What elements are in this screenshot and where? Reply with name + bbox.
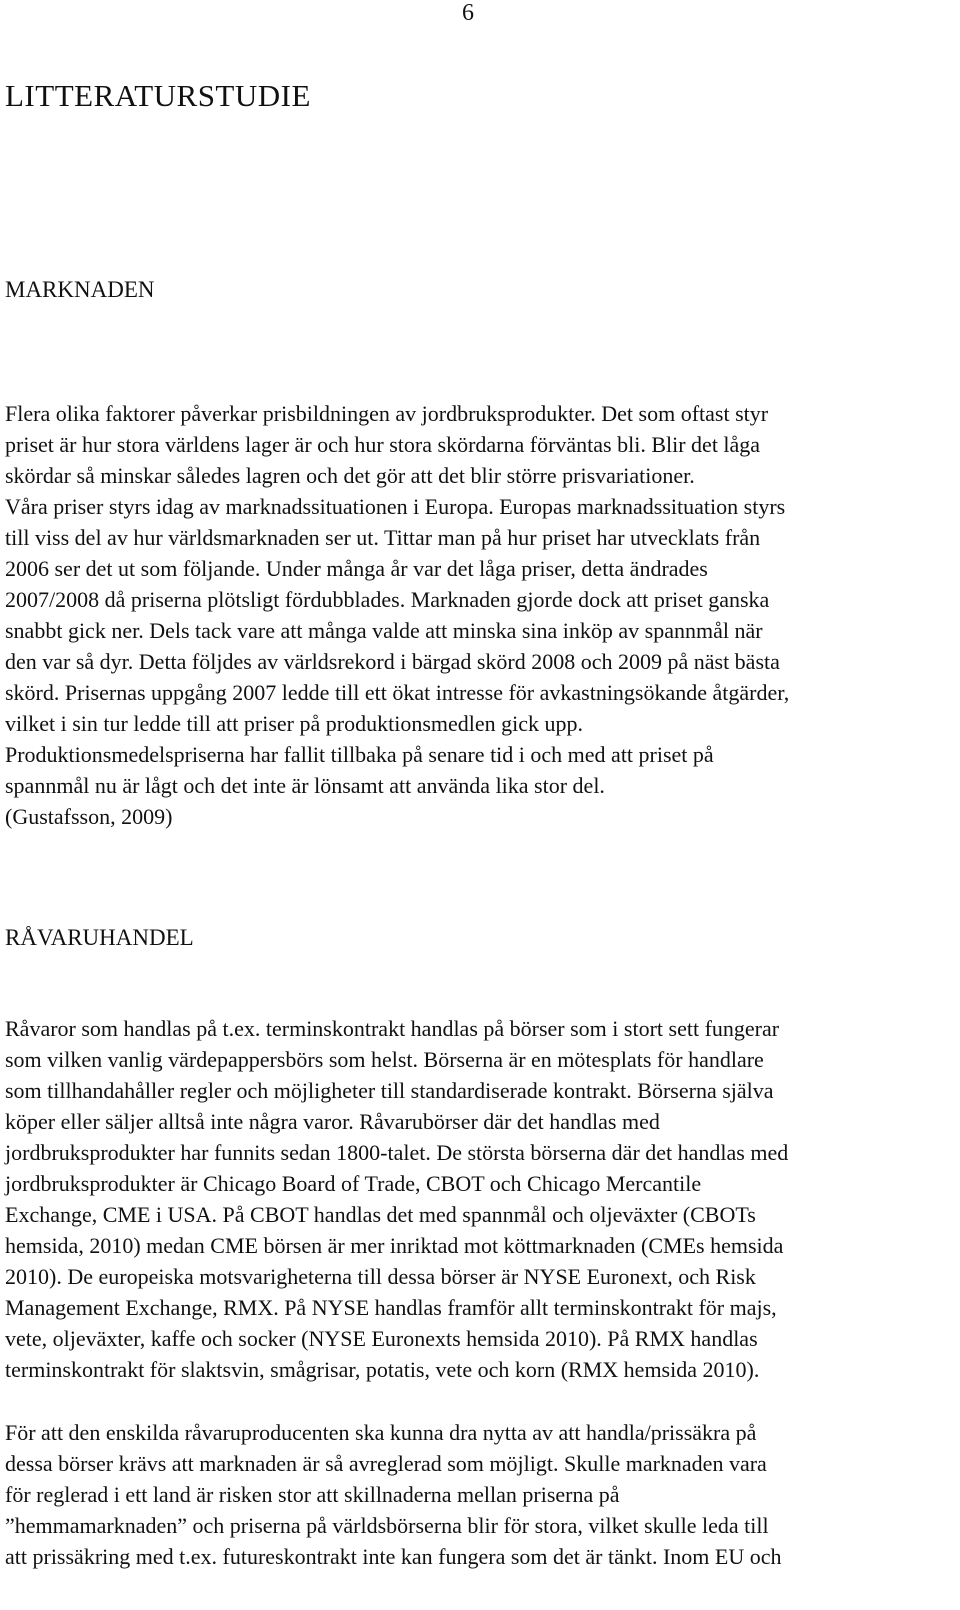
section-heading-ravaruhandel: RÅVARUHANDEL: [5, 925, 194, 950]
text-line: ”hemmamarknaden” och priserna på världsbörserna blir för stora, vilket skulle leda till: [5, 1513, 769, 1538]
paragraph-ravaruhandel-2: [5, 1417, 957, 1572]
text-line: 2007/2008 då priserna plötsligt fördubblades. Marknaden gjorde dock att priset ganska: [5, 587, 770, 612]
text-line: den var så dyr. Detta följdes av världsrekord i bärgad skörd 2008 och 2009 på näst bästa: [5, 649, 780, 674]
text-line: köper eller säljer alltså inte några varor. Råvarubörser där det handlas med: [5, 1109, 660, 1134]
text-line: 2010). De europeiska motsvarigheterna till dessa börser är NYSE Euronext, och Risk: [5, 1264, 756, 1289]
text-line: Flera olika faktorer påverkar prisbildningen av jordbruksprodukter. Det som oftast styr: [5, 401, 769, 426]
section-heading-marknaden: MARKNADEN: [5, 277, 155, 302]
text-line: Exchange, CME i USA. På CBOT handlas det med spannmål och oljeväxter (CBOTs: [5, 1202, 756, 1227]
paragraph-ravaruhandel-1: [5, 1013, 957, 1385]
text-line: till viss del av hur världsmarknaden ser ut. Tittar man på hur priset har utvecklats från: [5, 525, 761, 550]
text-line: priset är hur stora världens lager är och hur stora skördarna förväntas bli. Blir det låga: [5, 432, 761, 457]
text-line: För att den enskilda råvaruproducenten ska kunna dra nytta av att handla/prissäkra på: [5, 1420, 757, 1445]
page-title: LITTERATURSTUDIE: [5, 78, 311, 113]
text-line: hemsida, 2010) medan CME börsen är mer inriktad mot köttmarknaden (CMEs hemsida: [5, 1233, 784, 1258]
paragraph-marknaden: [5, 398, 957, 832]
text-line: terminskontrakt för slaktsvin, smågrisar, potatis, vete och korn (RMX hemsida 2010).: [5, 1357, 760, 1382]
text-line: skördar så minskar således lagren och det gör att det blir större prisvariationer.: [5, 463, 695, 488]
text-line: Produktionsmedelspriserna har fallit tillbaka på senare tid i och med att priset på: [5, 742, 714, 767]
text-line: Våra priser styrs idag av marknadssituationen i Europa. Europas marknadssituation styrs: [5, 494, 786, 519]
text-line: spannmål nu är lågt och det inte är lönsamt att använda lika stor del.: [5, 773, 605, 798]
text-line: 2006 ser det ut som följande. Under många år var det låga priser, detta ändrades: [5, 556, 708, 581]
text-line: för reglerad i ett land är risken stor att skillnaderna mellan priserna på: [5, 1482, 620, 1507]
text-line: skörd. Prisernas uppgång 2007 ledde till ett ökat intresse för avkastningsökande åtgärder,: [5, 680, 790, 705]
text-line: Management Exchange, RMX. På NYSE handlas framför allt terminskontrakt för majs,: [5, 1295, 777, 1320]
text-line: jordbruksprodukter är Chicago Board of Trade, CBOT och Chicago Mercantile: [5, 1171, 702, 1196]
citation: (Gustafsson, 2009): [5, 804, 173, 829]
text-line: jordbruksprodukter har funnits sedan 1800-talet. De största börserna där det handlas med: [5, 1140, 789, 1165]
text-line: dessa börser krävs att marknaden är så avreglerad som möjligt. Skulle marknaden vara: [5, 1451, 767, 1476]
text-line: som tillhandahåller regler och möjligheter till standardiserade kontrakt. Börserna själva: [5, 1078, 774, 1103]
text-line: att prissäkring med t.ex. futureskontrakt inte kan fungera som det är tänkt. Inom EU och: [5, 1544, 782, 1569]
text-line: vete, oljeväxter, kaffe och socker (NYSE Euronexts hemsida 2010). På RMX handlas: [5, 1326, 758, 1351]
text-line: vilket i sin tur ledde till att priser på produktionsmedlen gick upp.: [5, 711, 584, 736]
text-line: snabbt gick ner. Dels tack vare att många valde att minska sina inköp av spannmål när: [5, 618, 763, 643]
text-line: som vilken vanlig värdepappersbörs som helst. Börserna är en mötesplats för handlare: [5, 1047, 764, 1072]
text-line: Råvaror som handlas på t.ex. terminskontrakt handlas på börser som i stort sett fungerar: [5, 1016, 780, 1041]
page-number: 6: [462, 0, 474, 26]
